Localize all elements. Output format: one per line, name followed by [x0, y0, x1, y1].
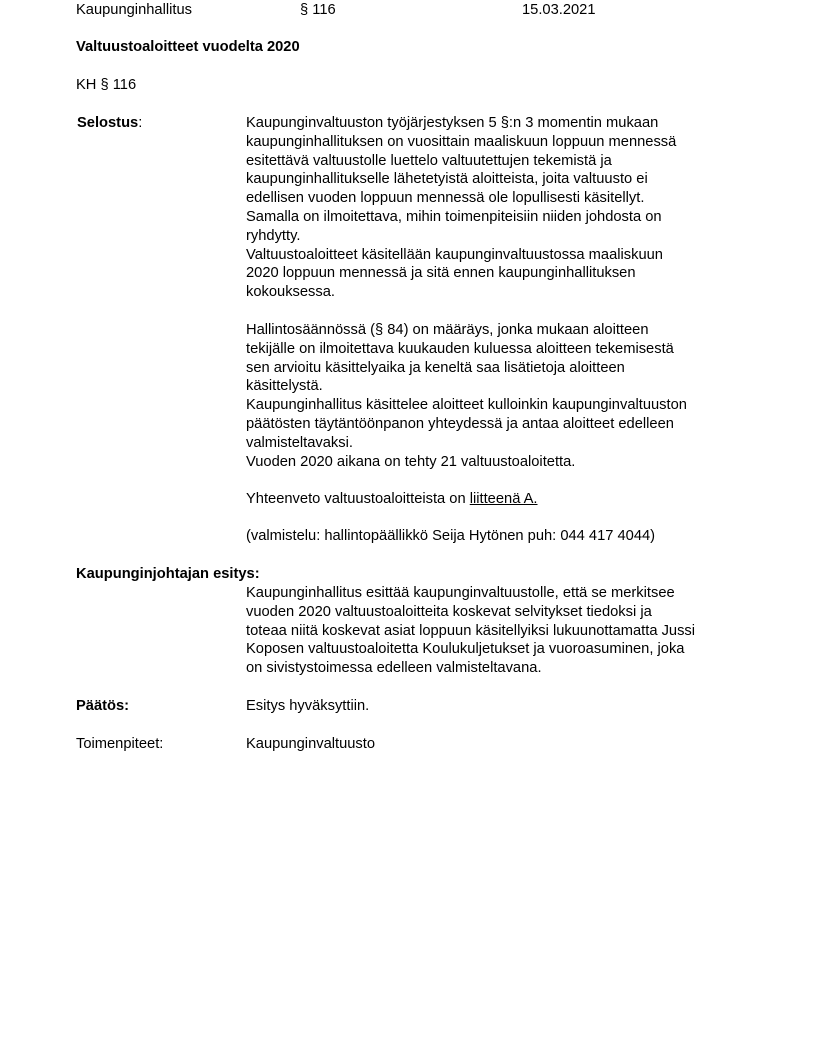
selostus-label-colon: :	[138, 115, 143, 131]
text-line: on sivistystoimessa edelleen valmisteltavana.	[246, 660, 542, 677]
preparer-line	[246, 527, 751, 546]
actions-value: Kaupunginvaltuusto	[246, 736, 376, 752]
header-body: Kaupunginhallitus	[76, 2, 192, 18]
text-line: kaupunginhallitukselle lähetetyistä aloitteista, joita valtuusto ei	[246, 171, 648, 188]
selostus-paragraph-2	[246, 321, 751, 471]
text-line: valmisteltavaksi.	[246, 434, 353, 451]
actions-label: Toimenpiteet:	[76, 736, 164, 752]
selostus-paragraph-1	[246, 114, 751, 302]
text-line: Kaupunginhallitus esittää kaupunginvaltuustolle, että se merkitsee	[246, 585, 675, 601]
decision-value: Esitys hyväksyttiin.	[246, 698, 370, 714]
text-line: kokouksessa.	[246, 284, 335, 301]
attachment-a-link[interactable]: liitteenä A.	[469, 491, 538, 507]
text-line: Vuoden 2020 aikana on tehty 21 valtuustoaloitetta.	[246, 453, 576, 470]
text-line: päätösten täytäntöönpanon yhteydessä ja antaa aloitteet edelleen	[246, 415, 674, 432]
document-title: Valtuustoaloitteet vuodelta 2020	[76, 39, 300, 55]
text-line: käsittelystä.	[246, 378, 323, 395]
text-line: Valtuustoaloitteet käsitellään kaupunginvaltuustossa maaliskuun	[246, 246, 663, 263]
text-line: Kaupunginhallitus käsittelee aloitteet kulloinkin kaupunginvaltuuston	[246, 397, 687, 414]
text-line: Samalla on ilmoitettava, mihin toimenpiteisiin niiden johdosta on	[246, 208, 662, 225]
summary-text: Yhteenveto valtuustoaloitteista on	[246, 491, 470, 507]
reference-number: KH § 116	[76, 77, 137, 93]
proposal-label: Kaupunginjohtajan esitys:	[76, 566, 260, 582]
selostus-label	[77, 114, 142, 133]
text-line: Hallintosäännössä (§ 84) on määräys, jonka mukaan aloitteen	[246, 322, 649, 338]
text-line: vuoden 2020 valtuustoaloitteita koskevat selvitykset tiedoksi ja	[246, 603, 652, 620]
text-line: sen arvioitu käsittelyaika ja keneltä saa lisätietoja aloitteen	[246, 359, 625, 376]
text-line: Kaupunginvaltuuston työjärjestyksen 5 §:n 3 momentin mukaan	[246, 115, 659, 131]
preparer-text: (valmistelu: hallintopäällikkö Seija Hytönen puh: 044 417 4044)	[246, 528, 656, 544]
text-line: ryhdytty.	[246, 227, 301, 244]
summary-line	[246, 490, 751, 509]
text-line: Koposen valtuustoaloitetta Koulukuljetukset ja vuoroasuminen, joka	[246, 641, 685, 658]
text-line: toteaa niitä koskevat asiat loppuun käsitellyiksi lukuunottamatta Jussi	[246, 622, 696, 639]
text-line: edellisen vuoden loppuun mennessä ole lopullisesti käsitellyt.	[246, 190, 645, 207]
decision-label: Päätös:	[76, 698, 130, 714]
text-line: kaupunginhallituksen on vuosittain maaliskuun loppuun mennessä	[246, 133, 677, 150]
selostus-label-text: Selostus	[77, 115, 139, 131]
text-line: 2020 loppuun mennessä ja sitä ennen kaupunginhallituksen	[246, 265, 636, 282]
text-line: esitettävä valtuustolle luettelo valtuutettujen tekemistä ja	[246, 152, 612, 169]
proposal-paragraph	[246, 584, 751, 678]
text-line: tekijälle on ilmoitettava kuukauden kuluessa aloitteen tekemisestä	[246, 340, 674, 357]
header-date: 15.03.2021	[522, 2, 596, 18]
header-section: § 116	[300, 2, 336, 18]
